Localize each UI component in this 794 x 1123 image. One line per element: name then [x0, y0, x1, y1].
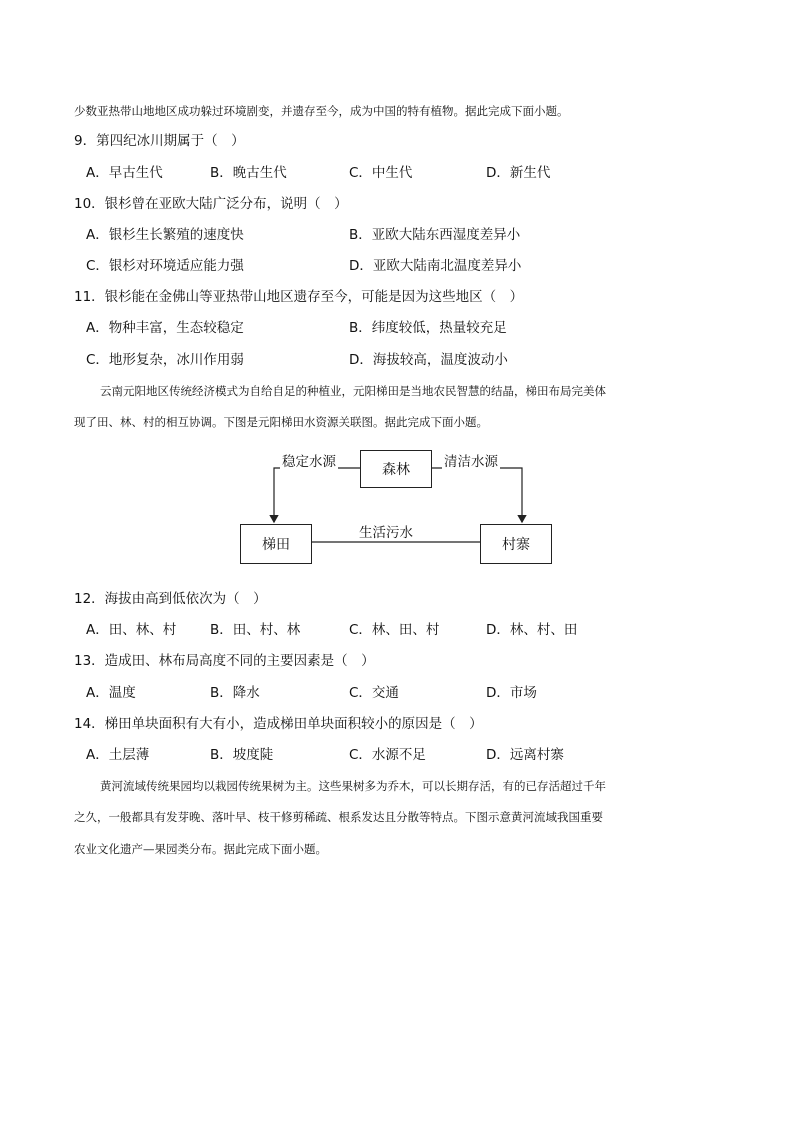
q14-option-b[interactable]: B．坡度陡 [210, 747, 274, 763]
q14-option-d[interactable]: D．远离村寨 [486, 747, 564, 763]
q12-option-a[interactable]: A．田、林、村 [86, 622, 177, 638]
arrow-forest-to-terrace [274, 468, 360, 522]
question-10-stem: 10．银杉曾在亚欧大陆广泛分布，说明（ ） [74, 196, 348, 212]
forest-box: 森林 [360, 450, 432, 488]
water-resource-diagram [238, 446, 558, 570]
label-domestic-sewage: 生活污水 [357, 521, 415, 541]
label-stable-water: 稳定水源 [280, 450, 338, 470]
q10-option-a[interactable]: A．银杉生长繁殖的速度快 [86, 227, 244, 243]
q10-option-b[interactable]: B．亚欧大陆东西湿度差异小 [349, 227, 521, 243]
yunnan-paragraph-line-1: 云南元阳地区传统经济模式为自给自足的种植业，元阳梯田是当地农民智慧的结晶，梯田布局完美体 [100, 384, 606, 398]
q9-option-a[interactable]: A．早古生代 [86, 165, 163, 181]
q11-option-b[interactable]: B．纬度较低，热量较充足 [349, 320, 507, 336]
label-clean-water: 清洁水源 [442, 450, 500, 470]
yellow-river-paragraph-line-1: 黄河流域传统果园均以栽园传统果树为主。这些果树多为乔木，可以长期存活，有的已存活超过千年 [100, 779, 606, 793]
q13-option-a[interactable]: A．温度 [86, 685, 136, 701]
terrace-box: 梯田 [240, 524, 312, 564]
q12-option-d[interactable]: D．林、村、田 [486, 622, 578, 638]
q12-option-c[interactable]: C．林、田、村 [349, 622, 440, 638]
q9-option-b[interactable]: B．晚古生代 [210, 165, 287, 181]
question-9-stem: 9．第四纪冰川期属于（ ） [74, 133, 245, 149]
yunnan-paragraph-line-2: 现了田、林、村的相互协调。下图是元阳梯田水资源关联图。据此完成下面小题。 [74, 415, 488, 429]
q13-option-c[interactable]: C．交通 [349, 685, 399, 701]
q11-option-c[interactable]: C．地形复杂，冰川作用弱 [86, 352, 244, 368]
question-13-stem: 13．造成田、林布局高度不同的主要因素是（ ） [74, 653, 375, 669]
arrow-forest-to-village [432, 468, 522, 522]
village-box: 村寨 [480, 524, 552, 564]
q14-option-c[interactable]: C．水源不足 [349, 747, 426, 763]
q9-option-d[interactable]: D．新生代 [486, 165, 551, 181]
q9-option-c[interactable]: C．中生代 [349, 165, 413, 181]
q10-option-d[interactable]: D．亚欧大陆南北温度差异小 [349, 258, 522, 274]
q13-option-d[interactable]: D．市场 [486, 685, 537, 701]
yellow-river-paragraph-line-3: 农业文化遗产—果园类分布。据此完成下面小题。 [74, 842, 327, 856]
q14-option-a[interactable]: A．土层薄 [86, 747, 150, 763]
question-12-stem: 12．海拔由高到低依次为（ ） [74, 591, 267, 607]
q12-option-b[interactable]: B．田、村、林 [210, 622, 301, 638]
intro-paragraph: 少数亚热带山地地区成功躲过环境剧变，并遗存至今，成为中国的特有植物。据此完成下面小题。 [74, 104, 569, 118]
q10-option-c[interactable]: C．银杉对环境适应能力强 [86, 258, 244, 274]
q11-option-d[interactable]: D．海拔较高，温度波动小 [349, 352, 508, 368]
question-14-stem: 14．梯田单块面积有大有小，造成梯田单块面积较小的原因是（ ） [74, 716, 483, 732]
q13-option-b[interactable]: B．降水 [210, 685, 260, 701]
question-11-stem: 11．银杉能在金佛山等亚热带山地区遗存至今，可能是因为这些地区（ ） [74, 289, 524, 305]
q11-option-a[interactable]: A．物种丰富，生态较稳定 [86, 320, 244, 336]
yellow-river-paragraph-line-2: 之久，一般都具有发芽晚、落叶早、枝干修剪稀疏、根系发达且分散等特点。下图示意黄河流域我国重要 [74, 810, 603, 824]
